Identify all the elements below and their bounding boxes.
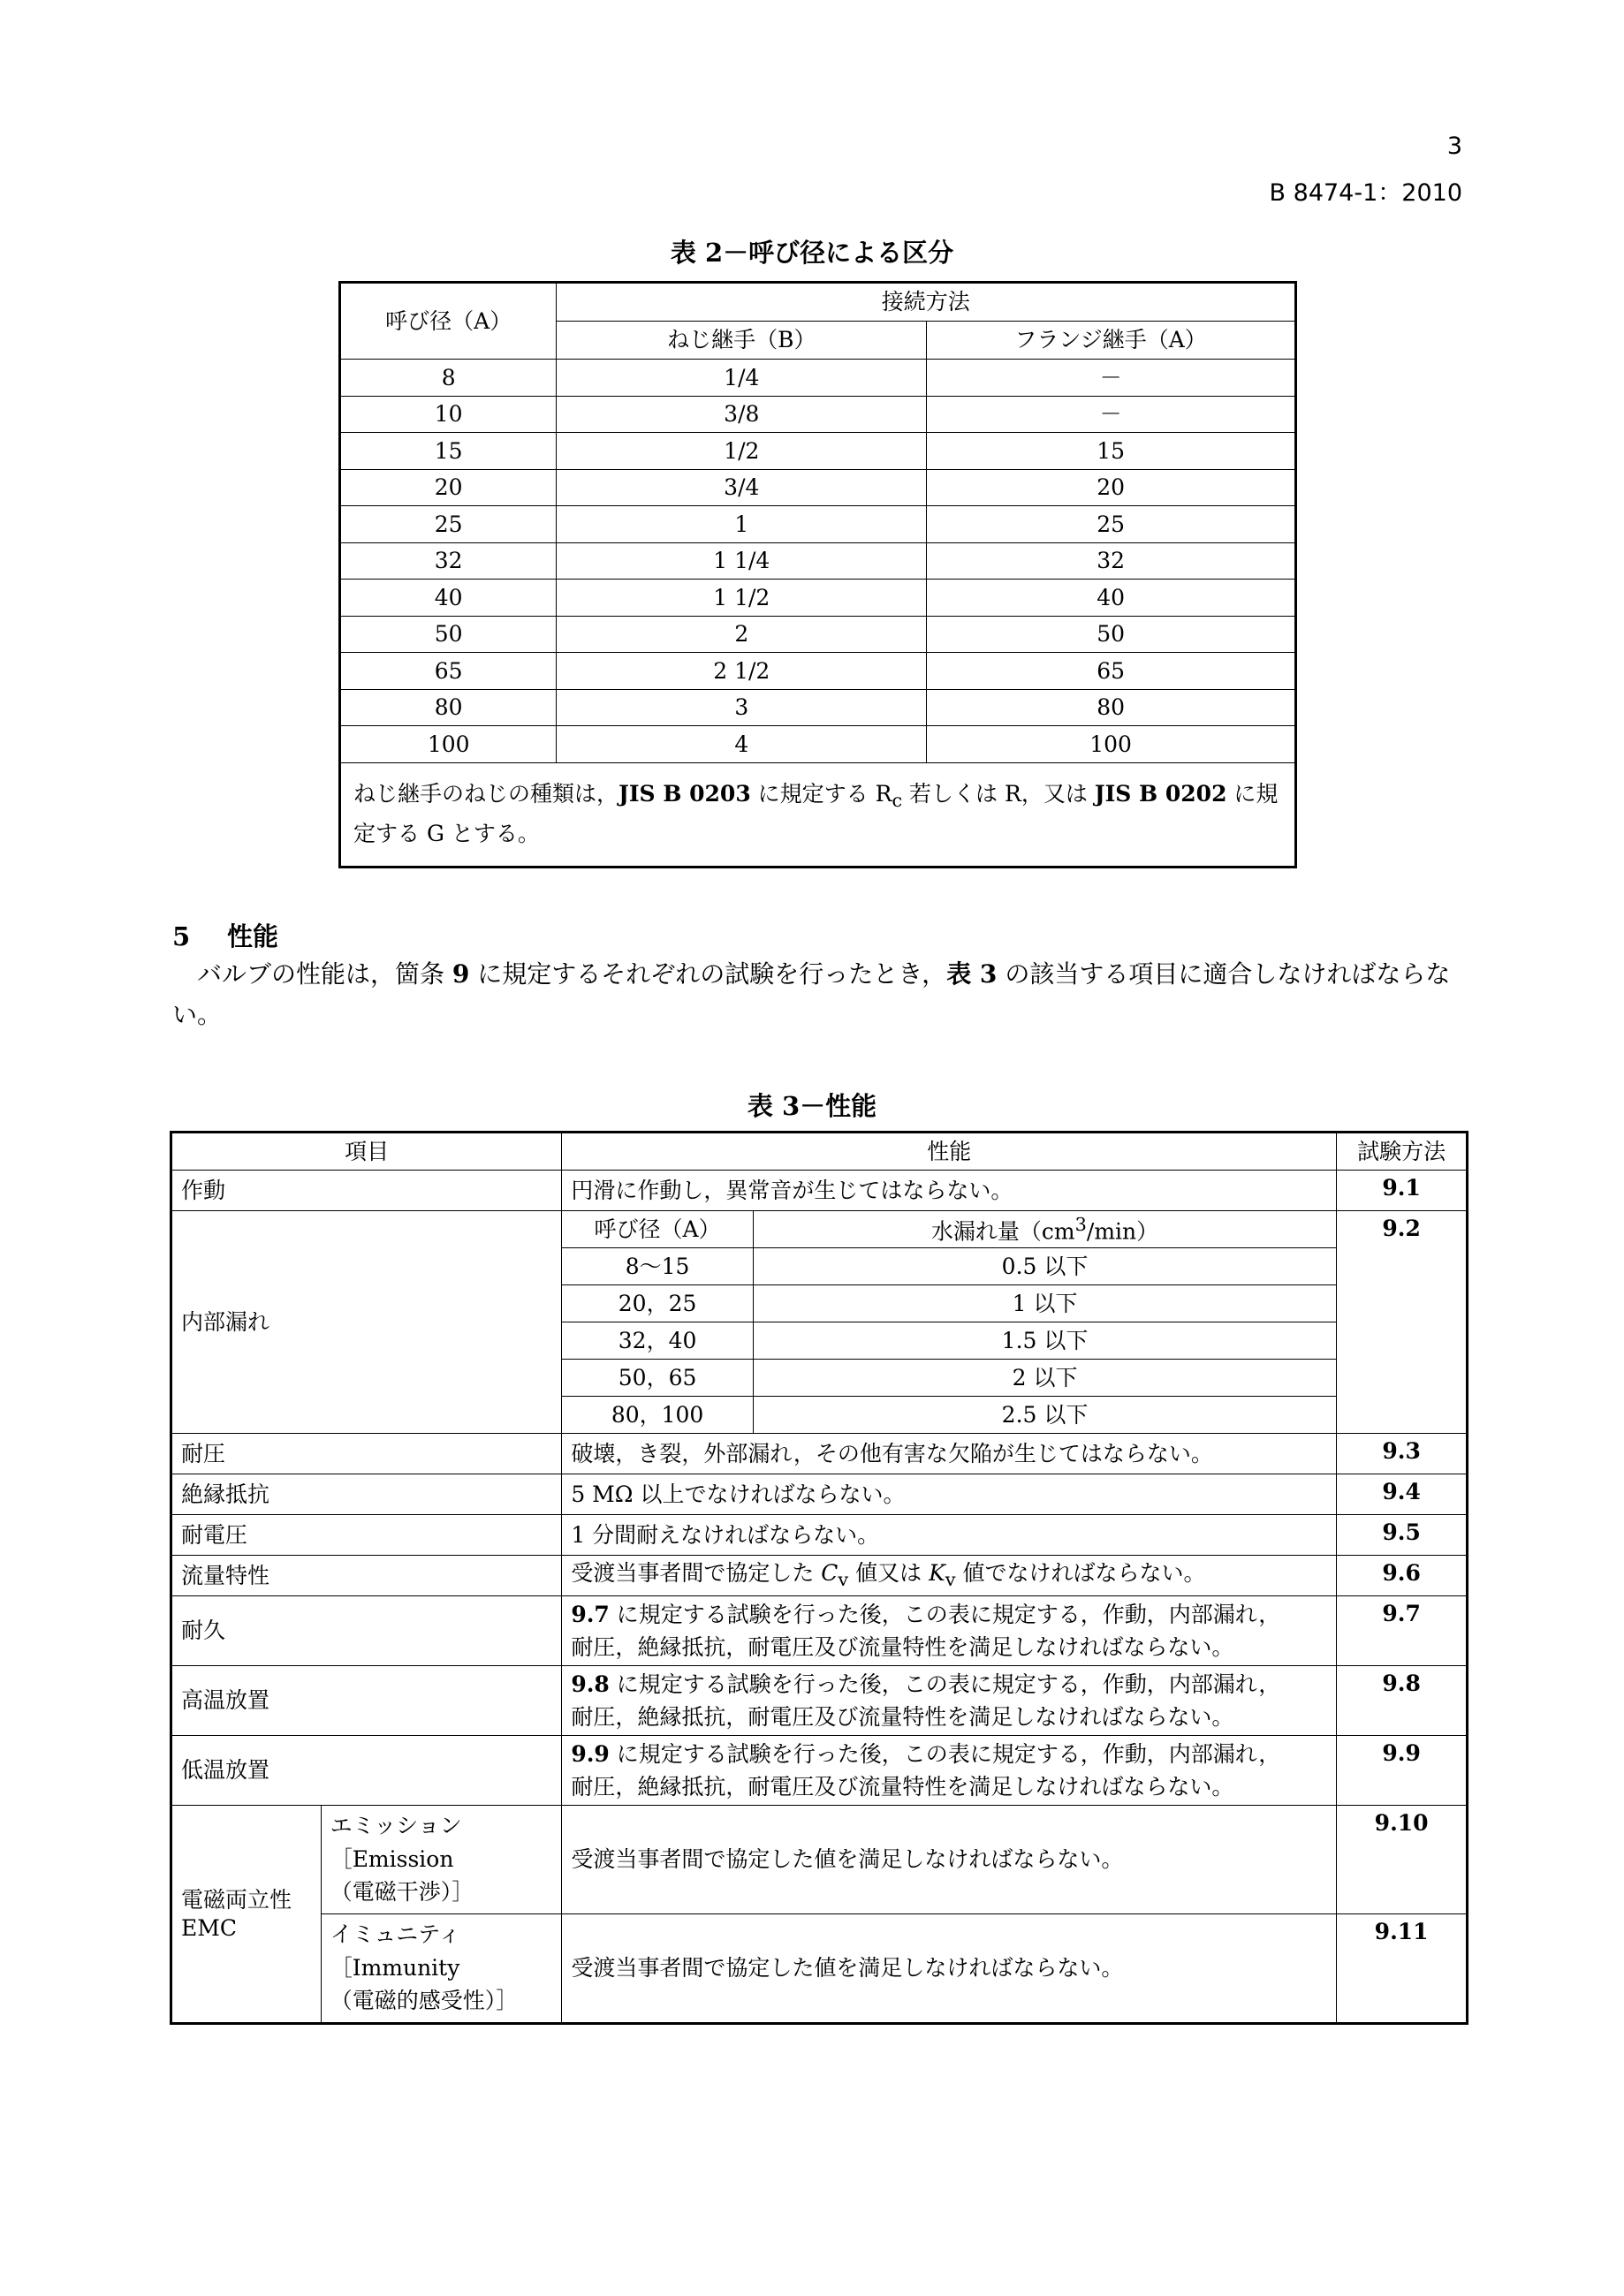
method-low-temp: 9.9 <box>1337 1736 1468 1806</box>
flow-kv: K <box>929 1560 945 1587</box>
note-text: に規定する G とする。 <box>353 781 1279 846</box>
leak-value: 2.5 以下 <box>753 1397 1336 1434</box>
cell-nominal: 80 <box>340 689 557 726</box>
item-immunity <box>321 1914 562 2024</box>
cell-flange: 32 <box>927 542 1296 580</box>
cell-flange: 80 <box>927 689 1296 726</box>
note-text: ねじ継手のねじの種類は， <box>353 781 619 807</box>
paragraph-text: バルブの性能は，箇条 <box>197 959 452 989</box>
table-row <box>171 1736 1468 1806</box>
note-jis-ref: JIS B 0202 <box>1094 781 1227 807</box>
flow-header-sup: 3 <box>1074 1214 1087 1236</box>
note-subscript: c <box>892 790 903 812</box>
header-test-method: 試験方法 <box>1337 1133 1468 1171</box>
perf-insulation: 5 MΩ 以上でなければならない。 <box>562 1474 1337 1515</box>
clause-ref: 9.7 <box>571 1601 610 1627</box>
table-row <box>340 433 1296 470</box>
cell-screw: 4 <box>557 726 927 763</box>
cell-screw: 2 1/2 <box>557 653 927 690</box>
table-row <box>171 1666 1468 1736</box>
perf-text: に規定する試験を行った後，この表に規定する，作動，内部漏れ， <box>609 1740 1281 1767</box>
immunity-label: （電磁的感受性）］ <box>330 1988 519 2013</box>
clause-ref: 9 <box>452 959 470 989</box>
cell-flange: 20 <box>927 469 1296 506</box>
perf-operation: 円滑に作動し，異常音が生じてはならない。 <box>562 1171 1337 1211</box>
cell-nominal: 25 <box>340 506 557 543</box>
leak-nominal: 50，65 <box>562 1360 754 1397</box>
cell-flange: 50 <box>927 616 1296 653</box>
flow-text: 受渡当事者間で協定した <box>571 1560 822 1587</box>
table-row <box>171 1171 1468 1211</box>
paragraph-text: の該当する項目に適合しなければならない。 <box>172 959 1451 1030</box>
header-screw: ねじ継手（B） <box>557 322 927 360</box>
table-row <box>340 616 1296 653</box>
table3-performance <box>170 1131 1468 2025</box>
item-flow: 流量特性 <box>171 1556 562 1596</box>
table-row <box>340 580 1296 617</box>
table-row <box>340 542 1296 580</box>
flow-cv-sub: v <box>838 1569 849 1591</box>
method-internal-leak: 9.2 <box>1337 1211 1468 1434</box>
header-item: 項目 <box>171 1133 562 1171</box>
table2-nominal-size <box>338 281 1297 868</box>
method-durability: 9.7 <box>1337 1596 1468 1666</box>
header-flange: フランジ継手（A） <box>927 322 1296 360</box>
table-row <box>171 1556 1468 1596</box>
leak-nominal: 8～15 <box>562 1248 754 1285</box>
item-high-temp: 高温放置 <box>171 1666 562 1736</box>
perf-durability <box>562 1596 1337 1666</box>
flow-cv: C <box>821 1560 839 1587</box>
method-pressure: 9.3 <box>1337 1434 1468 1474</box>
document-id: B 8474-1：2010 <box>1269 179 1462 207</box>
leak-nominal: 20，25 <box>562 1285 754 1322</box>
perf-voltage: 1 分間耐えなければならない。 <box>562 1515 1337 1556</box>
table-row <box>340 506 1296 543</box>
table-row <box>171 1434 1468 1474</box>
perf-emission: 受渡当事者間で協定した値を満足しなければならない。 <box>562 1806 1337 1914</box>
leak-value: 2 以下 <box>753 1360 1336 1397</box>
perf-text: 耐圧，絶縁抵抗，耐電圧及び流量特性を満足しなければならない。 <box>571 1774 1234 1800</box>
flow-kv-sub: v <box>945 1569 956 1591</box>
cell-flange: － <box>927 360 1296 397</box>
table-row <box>340 396 1296 433</box>
flow-text: 値又は <box>848 1560 930 1587</box>
cell-nominal: 15 <box>340 433 557 470</box>
cell-screw: 2 <box>557 616 927 653</box>
cell-screw: 3 <box>557 689 927 726</box>
cell-flange: 25 <box>927 506 1296 543</box>
leak-header-flow <box>753 1211 1336 1248</box>
item-operation: 作動 <box>171 1171 562 1211</box>
table-row <box>340 689 1296 726</box>
flow-header-text: 水漏れ量（cm <box>930 1218 1075 1245</box>
cell-screw: 3/4 <box>557 469 927 506</box>
item-voltage: 耐電圧 <box>171 1515 562 1556</box>
cell-screw: 3/8 <box>557 396 927 433</box>
cell-nominal: 40 <box>340 580 557 617</box>
table-row <box>340 726 1296 763</box>
perf-pressure: 破壊，き裂，外部漏れ，その他有害な欠陥が生じてはならない。 <box>562 1434 1337 1474</box>
leak-value: 1 以下 <box>753 1285 1336 1322</box>
table2-caption: 表 2－呼び径による区分 <box>670 238 954 268</box>
table2-note <box>340 762 1296 867</box>
section-heading <box>172 917 278 953</box>
table-row <box>340 283 1296 322</box>
emc-label: 電磁両立性 <box>181 1887 292 1913</box>
perf-low-temp <box>562 1736 1337 1806</box>
flow-text: 値でなければならない。 <box>955 1560 1206 1587</box>
cell-screw: 1 <box>557 506 927 543</box>
immunity-label: イミュニティ <box>330 1921 461 1947</box>
perf-high-temp <box>562 1666 1337 1736</box>
item-pressure: 耐圧 <box>171 1434 562 1474</box>
cell-screw: 1/4 <box>557 360 927 397</box>
table-row <box>171 1474 1468 1515</box>
table-ref: 表 3 <box>946 959 998 989</box>
method-insulation: 9.4 <box>1337 1474 1468 1515</box>
table-row <box>171 1596 1468 1666</box>
leak-value: 0.5 以下 <box>753 1248 1336 1285</box>
note-text: 若しくは R，又は <box>902 781 1095 807</box>
table-row <box>340 653 1296 690</box>
paragraph-text: に規定するそれぞれの試験を行ったとき， <box>469 959 947 989</box>
header-performance: 性能 <box>562 1133 1337 1171</box>
table-row <box>340 762 1296 867</box>
cell-screw: 1/2 <box>557 433 927 470</box>
item-insulation: 絶縁抵抗 <box>171 1474 562 1515</box>
note-jis-ref: JIS B 0203 <box>618 781 751 807</box>
cell-flange: 65 <box>927 653 1296 690</box>
cell-flange: － <box>927 396 1296 433</box>
cell-nominal: 50 <box>340 616 557 653</box>
flow-header-text: /min） <box>1086 1218 1159 1245</box>
table-row <box>340 469 1296 506</box>
cell-flange: 100 <box>927 726 1296 763</box>
emission-label: （電磁干渉）］ <box>330 1879 474 1905</box>
item-emission <box>321 1806 562 1914</box>
clause-ref: 9.9 <box>571 1740 610 1767</box>
item-durability: 耐久 <box>171 1596 562 1666</box>
table-row <box>171 1914 1468 2024</box>
item-low-temp: 低温放置 <box>171 1736 562 1806</box>
table-row <box>340 360 1296 397</box>
leak-value: 1.5 以下 <box>753 1322 1336 1360</box>
cell-screw: 1 1/4 <box>557 542 927 580</box>
cell-flange: 40 <box>927 580 1296 617</box>
emission-label: ［Emission <box>330 1845 454 1872</box>
item-internal-leak: 内部漏れ <box>171 1211 562 1434</box>
cell-nominal: 8 <box>340 360 557 397</box>
method-high-temp: 9.8 <box>1337 1666 1468 1736</box>
note-text: に規定する R <box>750 781 892 807</box>
item-emc <box>171 1806 322 2024</box>
table-row <box>171 1211 1468 1248</box>
method-flow: 9.6 <box>1337 1556 1468 1596</box>
header-connection: 接続方法 <box>557 283 1296 322</box>
cell-flange: 15 <box>927 433 1296 470</box>
table-row <box>171 1133 1468 1171</box>
header-nominal: 呼び径（A） <box>340 283 557 360</box>
section-title: 性能 <box>227 921 279 951</box>
section-number: 5 <box>172 921 191 951</box>
cell-nominal: 65 <box>340 653 557 690</box>
cell-nominal: 10 <box>340 396 557 433</box>
leak-nominal: 80，100 <box>562 1397 754 1434</box>
method-immunity: 9.11 <box>1337 1914 1468 2024</box>
leak-header-nominal: 呼び径（A） <box>562 1211 754 1248</box>
perf-text: に規定する試験を行った後，この表に規定する，作動，内部漏れ， <box>609 1601 1281 1627</box>
method-voltage: 9.5 <box>1337 1515 1468 1556</box>
method-operation: 9.1 <box>1337 1171 1468 1211</box>
perf-text: に規定する試験を行った後，この表に規定する，作動，内部漏れ， <box>609 1671 1281 1697</box>
clause-ref: 9.8 <box>571 1671 610 1697</box>
table-row <box>171 1806 1468 1914</box>
page-number: 3 <box>1446 133 1462 160</box>
emc-label: EMC <box>181 1914 237 1941</box>
table3-caption: 表 3－性能 <box>747 1091 877 1121</box>
leak-nominal: 32，40 <box>562 1322 754 1360</box>
cell-nominal: 32 <box>340 542 557 580</box>
table-row <box>171 1515 1468 1556</box>
emission-label: エミッション <box>330 1813 462 1838</box>
immunity-label: ［Immunity <box>330 1954 460 1981</box>
method-emission: 9.10 <box>1337 1806 1468 1914</box>
perf-text: 耐圧，絶縁抵抗，耐電圧及び流量特性を満足しなければならない。 <box>571 1704 1234 1730</box>
perf-text: 耐圧，絶縁抵抗，耐電圧及び流量特性を満足しなければならない。 <box>571 1634 1234 1660</box>
cell-screw: 1 1/2 <box>557 580 927 617</box>
perf-immunity: 受渡当事者間で協定した値を満足しなければならない。 <box>562 1914 1337 2024</box>
perf-flow <box>562 1556 1337 1596</box>
section-paragraph <box>172 954 1467 1035</box>
cell-nominal: 100 <box>340 726 557 763</box>
cell-nominal: 20 <box>340 469 557 506</box>
